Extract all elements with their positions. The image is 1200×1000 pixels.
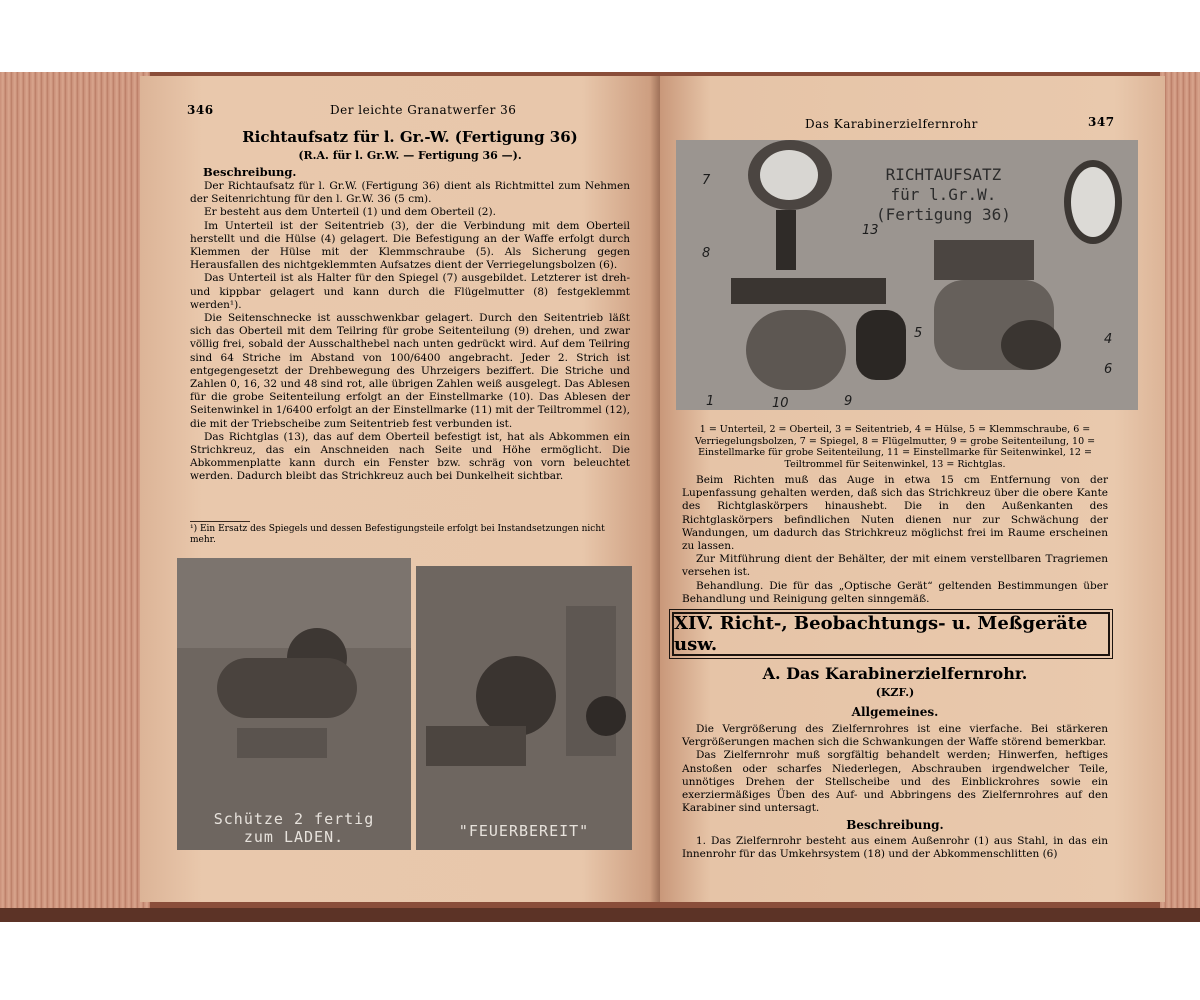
left-section-heading: Beschreibung. bbox=[203, 165, 297, 179]
right-paragraph: Das Zielfernrohr muß sorgfältig behandelt werden; Hinwerfen, heftiges Anstoßen oder scharfes Niederlegen, Abschrauben irgendwelcher Teile, unnötiges Drehen der Stellscheibe und des Einblickrohres sowie ein exerziermäßiges Üben des Auf- und Abbringens des Zielfernrohres auf den Karabiner sind untersagt. bbox=[682, 749, 1108, 815]
photo-number: 10 bbox=[772, 396, 789, 410]
left-paragraph: Das Richtglas (13), das auf dem Oberteil befestigt ist, hat als Abkommen ein Strichkreuz, das ein Anschneiden nach Seite und Höhe ermöglicht. Die Abkommenplatte kann durch ein Fenster bzw. schräg von vorn beleuchtet werden. Dadurch bleibt das Strichkreuz auch bei Dunkelheit sichtbar. bbox=[190, 430, 630, 483]
right-paragraph: Die Vergrößerung des Zielfernrohres ist eine vierfache. Bei stärkeren Vergrößerungen machen sich die Schwankungen der Waffe störend bemerkbar. bbox=[682, 723, 1108, 749]
right-paragraph: 1. Das Zielfernrohr besteht aus einem Außenrohr (1) aus Stahl, in das ein Innenrohr für das Umkehrsystem (18) und der Abkommenschlitten (6) bbox=[682, 835, 1108, 861]
richtaufsatz-photo bbox=[676, 140, 1138, 410]
photo-label: RICHTAUFSATZ für l.Gr.W. (Fertigung 36) bbox=[876, 165, 1011, 224]
left-footnote: ¹) Ein Ersatz des Spiegels und dessen Befestigungsteile erfolgt bei Instandsetzungen nicht mehr. bbox=[190, 524, 605, 545]
photo-number: 7 bbox=[702, 173, 711, 188]
photo-number: 4 bbox=[1104, 332, 1113, 347]
chapter-title-box bbox=[672, 612, 1110, 656]
left-paragraph: Im Unterteil ist der Seitentrieb (3), der die Verbindung mit dem Oberteil herstellt und die Hülse (4) gelagert. Die Befestigung an der Waffe erfolgt durch Klemmen der Hülse mit der Klemmschraube (5). Als Sicherung gegen Herausfallen des nichtgeklemmten Aufsatzes dient der Verriegelungsbolzen (6). bbox=[190, 219, 630, 272]
right-running-head: Das Karabinerzielfernrohr bbox=[805, 117, 978, 131]
photo-ready bbox=[416, 566, 632, 850]
left-paragraph: Er besteht aus dem Unterteil (1) und dem Oberteil (2). bbox=[204, 206, 496, 219]
subsection-description: Beschreibung. bbox=[846, 818, 944, 832]
right-body-text bbox=[682, 474, 1108, 606]
photo-loading-caption: Schütze 2 fertig zum LADEN. bbox=[213, 810, 375, 846]
left-paragraph: Die Seitenschnecke ist ausschwenkbar gelagert. Durch den Seitentrieb läßt sich das Oberteil mit dem Teilring für grobe Seitenteilung (9) drehen, und zwar völlig frei, sobald der Ausschalthebel nach unten gedrückt wird. Auf dem Teilring sind 64 Striche im Abstand von 100/6400 angebracht. Jeder 2. Strich ist entgegengesetzt der Drehbewegung des Uhrzeigers beziffert. Die Striche und Zahlen 0, 16, 32 und 48 sind rot, alle übrigen Zahlen weiß ausgelegt. Das Ablesen für die grobe Seitenteilung erfolgt an der Einstellmarke (10). Das Ablesen der Seitenwinkel in 1/6400 erfolgt an der Einstellmarke (11) mit der Teiltrommel (12), die mit der Triebscheibe zum Seitentrieb fest verbunden ist. bbox=[190, 312, 630, 430]
photo-number: 1 bbox=[706, 394, 715, 409]
photo-number: 5 bbox=[914, 326, 923, 341]
section-title: A. Das Karabinerzielfernrohr. bbox=[762, 664, 1028, 683]
photo-number: 9 bbox=[844, 394, 853, 409]
left-title: Richtaufsatz für l. Gr.-W. (Fertigung 36) bbox=[242, 128, 578, 146]
left-page-number: 346 bbox=[187, 103, 214, 117]
right-page-number: 347 bbox=[1088, 115, 1115, 129]
photo-number: 13 bbox=[862, 223, 879, 238]
right-paragraph: Behandlung. Die für das „Optische Gerät“ geltenden Bestimmungen über Behandlung und Reinigung gelten sinngemäß. bbox=[682, 579, 1108, 605]
page-stack-left bbox=[0, 72, 150, 922]
left-running-head: Der leichte Granatwerfer 36 bbox=[330, 103, 517, 117]
footnote-rule bbox=[190, 521, 250, 522]
right-body-text-2 bbox=[682, 723, 1108, 815]
left-paragraph: Das Unterteil ist als Halter für den Spiegel (7) ausgebildet. Letzterer ist dreh- und kippbar gelagert und kann durch die Flügelmutter (8) festgeklemmt werden¹). bbox=[190, 272, 630, 311]
page-stack-right bbox=[1160, 72, 1200, 922]
right-paragraph: Beim Richten muß das Auge in etwa 15 cm Entfernung von der Lupenfassung gehalten werden, daß sich das Strichkreuz über die obere Kante des Richtglaskörpers hinaushebt. Die in den Außenkanten des Richtglaskörpers befindlichen Nuten dienen nur zur Schwächung der Wandungen, um dadurch das Strichkreuz möglichst frei im Raume erscheinen zu lassen. bbox=[682, 474, 1108, 553]
figure-caption: 1 = Unterteil, 2 = Oberteil, 3 = Seitentrieb, 4 = Hülse, 5 = Klemmschraube, 6 = Verriegelungsbolzen, 7 = Spiegel, 8 = Flügelmutter, 9 = grobe Seitenteilung, 10 = Einstellmarke für grobe Seitenteilung, 11 = Einstellmarke für Seitenwinkel, 12 = Teiltrommel für Seitenwinkel, 13 = Richtglas. bbox=[694, 424, 1096, 470]
book-bottom-edge bbox=[0, 908, 1200, 922]
right-paragraph: Zur Mitführung dient der Behälter, der mit einem verstellbaren Tragriemen versehen ist. bbox=[682, 553, 1108, 579]
chapter-title: XIV. Richt-, Beobachtungs- u. Meßgeräte usw. bbox=[674, 613, 1088, 655]
section-abbrev: (KZF.) bbox=[875, 686, 915, 699]
photo-ready-caption: "FEUERBEREIT" bbox=[458, 822, 590, 840]
photo-number: 6 bbox=[1104, 362, 1113, 377]
left-subtitle: (R.A. für l. Gr.W. — Fertigung 36 —). bbox=[298, 149, 522, 162]
photo-loading bbox=[177, 558, 411, 850]
left-paragraph: Der Richtaufsatz für l. Gr.W. (Fertigung 36) dient als Richtmittel zum Nehmen der Seitenrichtung für den l. Gr.W. 36 (5 cm). bbox=[190, 180, 630, 206]
left-body-text bbox=[190, 180, 630, 484]
subsection-general: Allgemeines. bbox=[851, 705, 939, 719]
photo-number: 8 bbox=[702, 246, 711, 261]
right-body-text-3 bbox=[682, 835, 1108, 861]
